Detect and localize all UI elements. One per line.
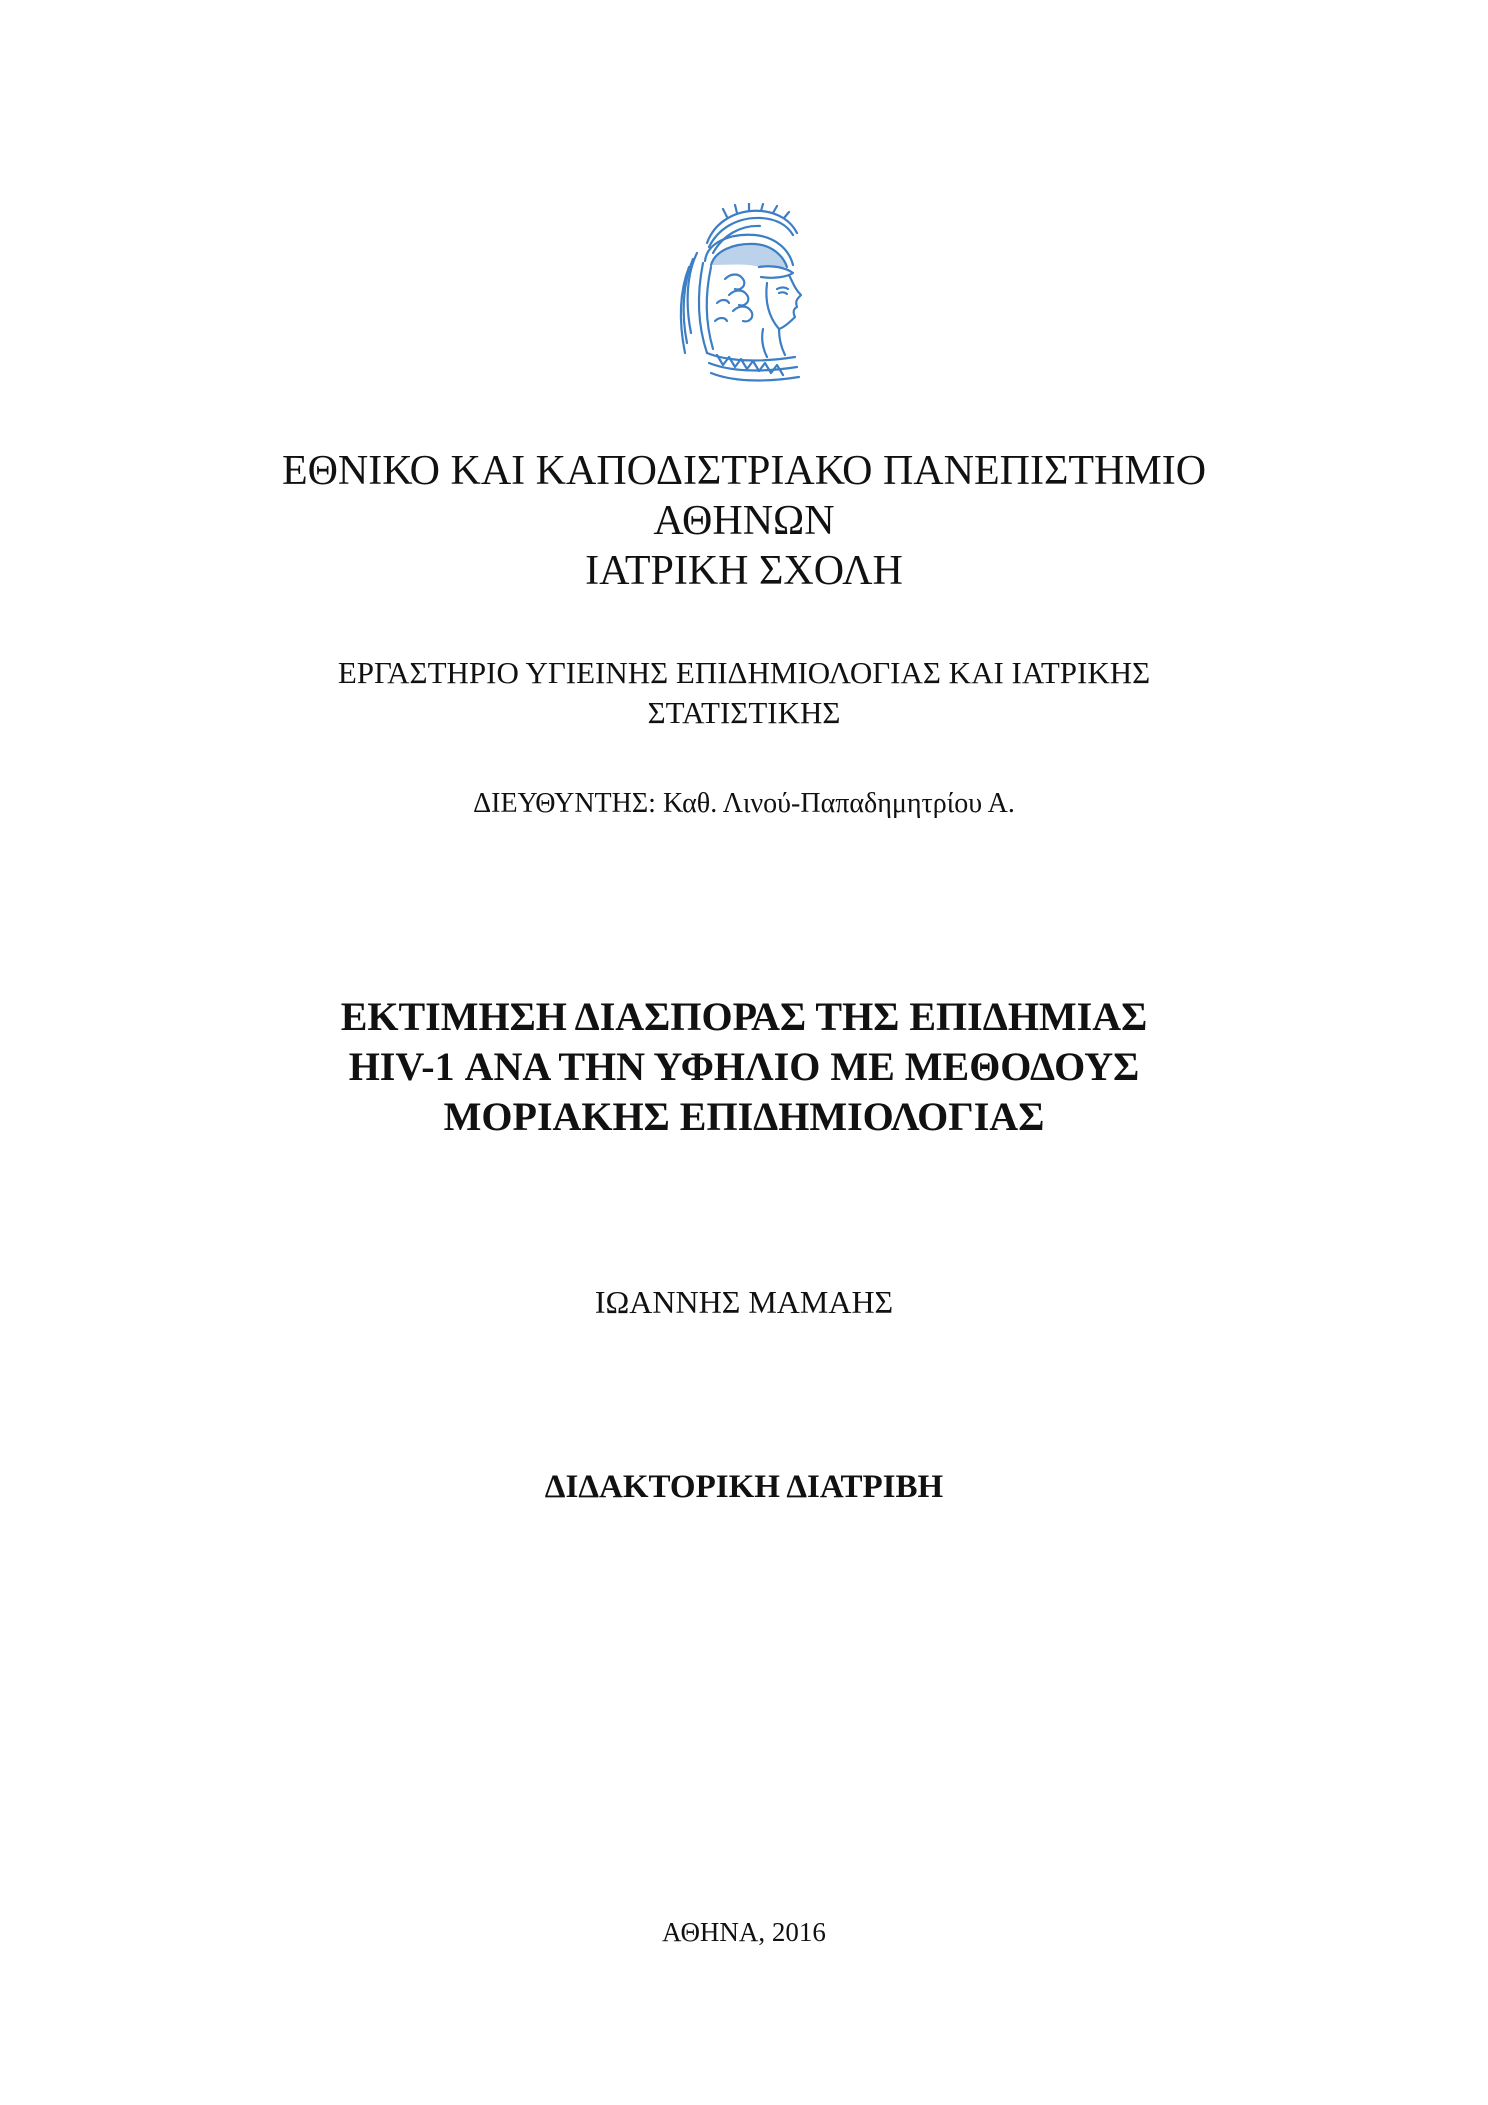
thesis-title-line-2: HIV-1 ΑΝΑ ΤΗΝ ΥΦΗΛΙΟ ΜΕ ΜΕΘΟΔΟΥΣ	[348, 1044, 1140, 1089]
laboratory-name-line-1: ΕΡΓΑΣΤΗΡΙΟ ΥΓΙΕΙΝΗΣ ΕΠΙΔΗΜΙΟΛΟΓΙΑΣ ΚΑΙ ΙΑΤΡΙΚΗΣ	[337, 655, 1151, 690]
university-heading	[0, 446, 1488, 596]
place-and-year: ΑΘΗΝΑ, 2016	[662, 1917, 826, 1947]
university-name-line-1: ΕΘΝΙΚΟ ΚΑΙ ΚΑΠΟΔΙΣΤΡΙΑΚΟ ΠΑΝΕΠΙΣΤΗΜΙΟ	[281, 448, 1207, 494]
thesis-title-line-1: ΕΚΤΙΜΗΣΗ ΔΙΑΣΠΟΡΑΣ ΤΗΣ ΕΠΙΔΗΜΙΑΣ	[340, 994, 1148, 1039]
school-name: ΙΑΤΡΙΚΗ ΣΧΟΛΗ	[585, 548, 903, 594]
document-type: ΔΙΔΑΚΤΟΡΙΚΗ ΔΙΑΤΡΙΒΗ	[544, 1469, 944, 1505]
laboratory-name-line-2: ΣΤΑΤΙΣΤΙΚΗΣ	[647, 695, 841, 730]
author-name: ΙΩΑΝΝΗΣ ΜΑΜΑΗΣ	[594, 1284, 894, 1320]
thesis-title-line-3: ΜΟΡΙΑΚΗΣ ΕΠΙΔΗΜΙΟΛΟΓΙΑΣ	[443, 1094, 1045, 1139]
thesis-title	[0, 992, 1488, 1142]
director-line: ΔΙΕΥΘΥΝΤΗΣ: Καθ. Λινού-Παπαδημητρίου Α.	[473, 788, 1015, 819]
university-name-line-2: ΑΘΗΝΩΝ	[653, 498, 835, 544]
laboratory-heading	[0, 653, 1488, 733]
university-emblem-icon	[667, 203, 817, 388]
